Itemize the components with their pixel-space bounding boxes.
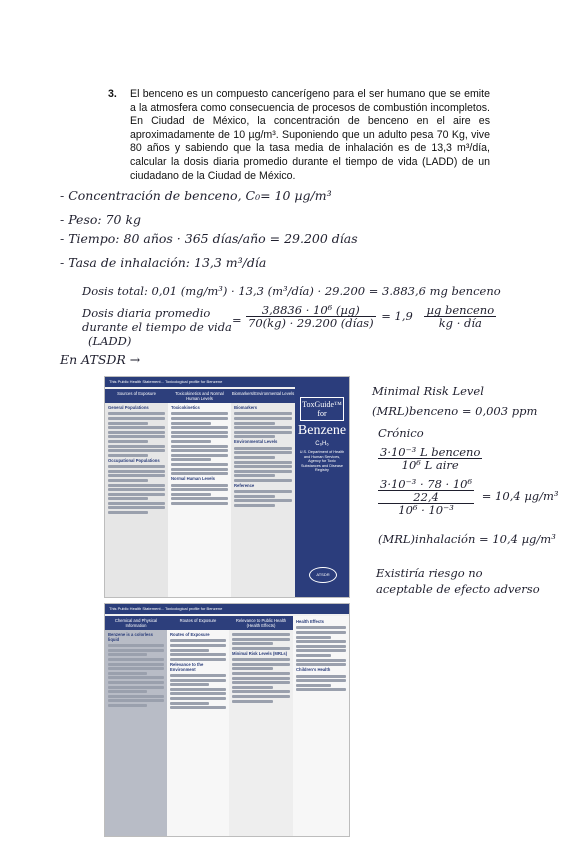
col-head: Relevance to Public Health (Health Effects) [229,616,293,630]
brochure-topbar: This Public Health Statement... Toxicological profile for Benzene [105,377,349,387]
hw-conv1-den: 10⁶ L aire [401,458,459,472]
section-title: Routes of Exposure [170,632,210,637]
brochure-col-biomarkers [231,389,295,597]
cover-agency: U.S. Department of Health and Human Services, Agency for Toxic Substances and Disease Registry [299,450,345,473]
hw-conv2-result: = 10,4 µg/m³ [481,489,559,503]
toxguide-brochure-back [104,603,350,837]
hw-ladd-label-1: Dosis diaria promedio [82,306,211,320]
hw-conclusion-1: Existiría riesgo no [376,566,483,580]
hw-ladd-denominator: 70(kg) · 29.200 (días) [248,316,374,330]
col-head: Routes of Exposure [167,616,229,630]
col-head: Chemical and Physical Information [105,616,167,630]
toxguide-brochure-front [104,376,350,598]
col-head: Biomarkers/Environmental Levels [231,389,295,403]
hw-mrl-title: Minimal Risk Level [372,384,484,398]
cover-chemical: Benzene [297,423,347,438]
section-title: Biomarkers [234,405,258,410]
hw-ladd-fraction [246,304,376,329]
col-head: Sources of Exposure [105,389,168,403]
hw-ladd-unit [424,304,496,329]
hw-ladd-label-2: durante el tiempo de vida [82,320,232,334]
atsdr-logo: ATSDR [309,567,337,583]
hw-ladd-unit-den: kg · día [438,316,482,330]
brochure-col-toxicokinetics [168,389,231,597]
section-title: General Populations [108,405,149,410]
hw-ladd-result: = 1,9 [381,308,413,323]
hw-inhalation-rate: - Tasa de inhalación: 13,3 m³/día [60,255,267,270]
problem-text: El benceno es un compuesto cancerígeno para el ser humano que se emite a la atmosfera como consecuencia de procesos de combustión incompletos. En Ciudad de México, la concentración de benceno en el aire es aproximadamente de 10 µg/m³. Suponiendo que un adulto pesa 70 Kg, vive 80 años y sabiendo que la tasa media de inhalación es de 13,3 m³/día, calcular la dosis diaria promedio durante el tiempo de vida (LADD) de un ciudadano de la Ciudad de México. [130,88,490,182]
section-title: Minimal Risk Levels (MRLs) [232,650,288,656]
section-title: Occupational Populations [108,457,160,463]
hw-mrl-inhalation: (MRL)inhalación = 10,4 µg/m³ [378,532,556,546]
hw-mrl-chronic: Crónico [378,426,424,440]
brochure-col-routes [167,616,229,836]
hw-conversion-2 [378,478,559,516]
brochure-col-sources [105,389,168,597]
hw-ladd-label-3: (LADD) [88,334,132,348]
section-title: Normal Human Levels [171,476,215,482]
section-title: Toxicokinetics [171,405,200,410]
hw-atsdr: En ATSDR → [60,352,141,367]
problem-number: 3. [108,88,117,100]
brochure-col-health [293,616,349,836]
hw-conversion-1 [378,446,482,471]
hw-ladd-numerator: 3,8836 · 10⁶ (µg) [246,304,376,317]
problem-statement [108,88,490,183]
section-title: Benzene is a colorless liquid [108,632,153,642]
section-title: Reference [234,482,255,488]
section-title: Relevance to the Environment [170,661,204,672]
hw-conv2-den: 10⁶ · 10⁻³ [398,503,454,517]
hw-concentration: - Concentración de benceno, C₀= 10 µg/m³ [60,188,332,203]
hw-conv1-num: 3·10⁻³ L benceno [380,445,481,459]
section-title: Children's Health [296,667,331,673]
col-head: Toxicokinetics and Normal Human Levels [168,389,231,403]
brochure-col-chemical-info [105,616,167,836]
cover-formula: C₆H₆ [315,441,329,447]
hw-total-dose: Dosis total: 0,01 (mg/m³) · 13,3 (m³/día) · 29.200 = 3.883,6 mg benceno [82,284,501,298]
hw-conv2-mid: 22,4 [378,491,474,504]
hw-time: - Tiempo: 80 años · 365 días/año = 29.200 días [60,231,358,246]
section-title: Health Effects [296,619,324,624]
cover-title: ToxGuide™ for [300,397,344,421]
brochure-col-health-effects [229,616,293,836]
hw-conv2-num: 3·10⁻³ · 78 · 10⁶ [380,477,473,491]
brochure-cover [295,377,349,597]
hw-ladd-equation: = $\frac{\text{3,8836 · 10⁶ (µg)}}{\text{70(kg) · 29.200 (días)}}$ = 1,9 $\frac{\text{µg benceno}}{\text{kg · día}}$ [232,303,495,330]
hw-weight: - Peso: 70 kg [60,212,142,227]
brochure-topbar: This Public Health Statement... Toxicological profile for Benzene [105,604,349,614]
hw-mrl-value: (MRL)benceno = 0,003 ppm [372,404,538,418]
section-title: Environmental Levels [234,439,278,445]
hw-conclusion-2: aceptable de efecto adverso [376,582,540,596]
hw-ladd-unit-num: µg benceno [426,303,495,317]
